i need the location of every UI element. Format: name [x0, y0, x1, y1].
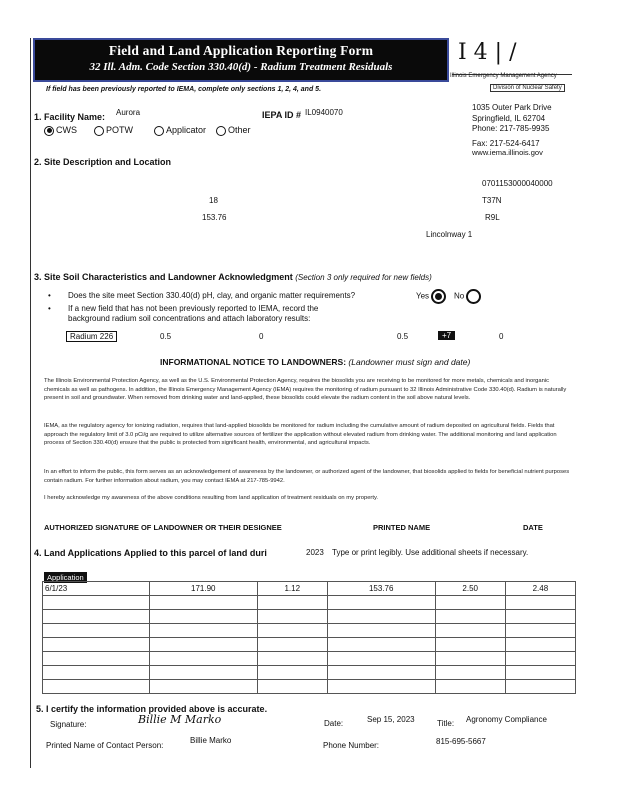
table-cell[interactable]: 2.50	[435, 582, 505, 596]
iepa-id-value[interactable]: IL0940070	[305, 108, 343, 117]
printed-name-label: PRINTED NAME	[373, 523, 431, 532]
table-cell[interactable]	[327, 652, 435, 666]
table-cell[interactable]	[149, 624, 257, 638]
table-cell[interactable]	[327, 638, 435, 652]
table-cell[interactable]	[327, 596, 435, 610]
date-field-label: Date:	[324, 719, 344, 728]
radium-label	[66, 332, 117, 341]
notice-title-text: INFORMATIONAL NOTICE TO LANDOWNERS:	[160, 357, 347, 367]
notice-title-note: (Landowner must sign and date)	[348, 357, 471, 367]
question1: • Does the site meet Section 330.40(d) pH, clay, and organic matter requirements?	[68, 291, 355, 300]
yes-option[interactable]	[416, 289, 448, 304]
other-radio[interactable]	[216, 126, 226, 136]
table-cell[interactable]	[505, 610, 575, 624]
cws-label: CWS	[56, 125, 77, 135]
notice-paragraph-1: The Illinois Environmental Protection Agency, as well as the U.S. Environmental Protection Agency, requires the biosolids you are receiving to be monitored for more metals, chemicals and inorganic chemicals as well as pathogens. In addition, the Illinois Emergency Management Agency (IEMA) requires the monitoring of radium pursuant to 32 Illinois Administrative Code 330.40(d). Radium is naturally present in soil and groundwater. When removed from drinking water and land-applied, these biosolids could elevate the radium content in the soil above natural levels.	[44, 378, 567, 401]
notice-title	[160, 357, 470, 367]
table-cell[interactable]	[43, 610, 150, 624]
radium-value-4[interactable]	[438, 331, 455, 340]
agency-fax: Fax: 217-524-6417	[472, 139, 540, 148]
table-row	[43, 680, 576, 694]
table-cell[interactable]: 153.76	[327, 582, 435, 596]
table-cell[interactable]	[149, 666, 257, 680]
section4-heading: 4. Land Applications Applied to this parcel of land duri	[34, 548, 267, 558]
section4-note: Type or print legibly. Use additional sheets if necessary.	[332, 548, 529, 557]
instruction-text: If field has been previously reported to IEMA, complete only sections 1, 2, 4, and 5.	[46, 86, 322, 93]
table-cell[interactable]	[257, 638, 327, 652]
table-cell[interactable]	[505, 596, 575, 610]
radium-value-2[interactable]: 0	[259, 332, 264, 341]
table-cell[interactable]: 171.90	[149, 582, 257, 596]
option-other[interactable]	[216, 125, 251, 136]
facility-name-value[interactable]: Aurora	[116, 108, 141, 117]
form-title: Field and Land Application Reporting Form	[108, 43, 374, 58]
question2a: • If a new field that has not been previously reported to IEMA, record the	[68, 304, 318, 313]
title-field-value[interactable]: Agronomy Compliance	[466, 715, 547, 724]
table-cell[interactable]: 1.12	[257, 582, 327, 596]
applicator-radio[interactable]	[154, 126, 164, 136]
table-cell[interactable]	[257, 596, 327, 610]
table-cell[interactable]	[257, 624, 327, 638]
table-cell[interactable]	[505, 624, 575, 638]
other-label: Other	[228, 125, 251, 135]
table-cell[interactable]	[257, 666, 327, 680]
signature-value[interactable]: Billie M Marko	[138, 713, 222, 726]
range-value[interactable]: R9L	[485, 213, 500, 222]
iepa-label: IEPA ID #	[262, 110, 302, 120]
section5-heading: 5. I certify the information provided above is accurate.	[36, 704, 268, 714]
title-field-label: Title:	[437, 719, 455, 728]
logo-text: Illinois Emergency Management Agency	[450, 73, 557, 79]
potw-label: POTW	[106, 125, 133, 135]
table-cell[interactable]	[257, 680, 327, 694]
yes-radio[interactable]	[431, 289, 446, 304]
road-value[interactable]: Lincolnway 1	[426, 230, 473, 239]
radium-value-4-text: +7	[438, 331, 455, 340]
table-cell[interactable]	[43, 638, 150, 652]
agency-address1: 1035 Outer Park Drive	[472, 103, 552, 112]
parcel-id-value[interactable]: 0701153000040000	[482, 179, 553, 188]
table-cell[interactable]	[43, 596, 150, 610]
table-cell[interactable]	[149, 638, 257, 652]
table-cell[interactable]	[327, 680, 435, 694]
table-row	[43, 596, 576, 610]
applications-table	[42, 581, 576, 694]
table-cell[interactable]	[505, 638, 575, 652]
notice-paragraph-2: IEMA, as the regulatory agency for ionizing radiation, requires that land-applied biosolids be monitored for radium including the cumulative amount of radium deposited on agricultural fields. Fields that approach the regulatory limit of 3.0 pCi/g are required to utilize alternative sources of fertilizer the application without elevated radium from drinking water. The additional monitoring and land application process of Section 330.40(d) ensure that the public is protected from significant health, environmental, and agricultural impacts.	[44, 423, 557, 446]
form-banner	[33, 38, 449, 82]
table-cell[interactable]	[327, 666, 435, 680]
potw-radio[interactable]	[94, 126, 104, 136]
table-cell[interactable]	[435, 652, 505, 666]
table-cell[interactable]	[43, 624, 150, 638]
phone-label: Phone Number:	[323, 741, 380, 750]
applicator-label: Applicator	[166, 125, 207, 135]
option-cws[interactable]	[44, 125, 77, 136]
table-row	[43, 624, 576, 638]
table-cell[interactable]	[435, 666, 505, 680]
table-cell[interactable]	[43, 680, 150, 694]
table-cell[interactable]	[435, 624, 505, 638]
table-cell[interactable]: 6/1/23	[43, 582, 150, 596]
township-value[interactable]: T37N	[482, 196, 502, 205]
division-text: Division of Nuclear Safety	[490, 84, 565, 92]
table-cell[interactable]	[327, 610, 435, 624]
agency-address2: Springfield, IL 62704	[472, 114, 546, 123]
table-cell[interactable]	[149, 680, 257, 694]
date-field-value[interactable]: Sep 15, 2023	[367, 715, 415, 724]
notice-paragraph-4: I hereby acknowledge my awareness of the above conditions resulting from land application of treatment residuals on my property.	[44, 495, 379, 501]
no-option[interactable]	[454, 289, 483, 304]
acres-value[interactable]: 153.76	[202, 213, 227, 222]
date-label: DATE	[523, 523, 543, 532]
section2-heading: 2. Site Description and Location	[34, 157, 172, 167]
table-cell[interactable]	[149, 610, 257, 624]
section4-year[interactable]: 2023	[306, 548, 324, 557]
printed-contact-label: Printed Name of Contact Person:	[46, 741, 164, 750]
signature-label: Signature:	[50, 720, 87, 729]
table-cell[interactable]	[435, 596, 505, 610]
section3-heading-text: 3. Site Soil Characteristics and Landowner Acknowledgment	[34, 272, 293, 282]
table-cell[interactable]	[43, 652, 150, 666]
table-row	[43, 610, 576, 624]
printed-contact-value[interactable]: Billie Marko	[190, 736, 232, 745]
agency-phone: Phone: 217-785-9935	[472, 124, 550, 133]
form-subtitle: 32 Ill. Adm. Code Section 330.40(d) - Radium Treatment Residuals	[89, 61, 393, 73]
table-cell[interactable]	[435, 610, 505, 624]
table-cell[interactable]	[257, 652, 327, 666]
table-cell[interactable]	[505, 680, 575, 694]
table-cell[interactable]	[257, 610, 327, 624]
table-cell[interactable]: 2.48	[505, 582, 575, 596]
radium-value-1[interactable]: 0.5	[160, 332, 172, 341]
table-cell[interactable]	[505, 666, 575, 680]
logo-glyphs: I 4 | /	[458, 40, 517, 65]
landowner-signature-label: AUTHORIZED SIGNATURE OF LANDOWNER OR THEIR DESIGNEE	[44, 523, 282, 532]
no-radio[interactable]	[466, 289, 481, 304]
cws-radio[interactable]	[44, 126, 54, 136]
table-row	[43, 582, 576, 596]
table-cell[interactable]	[435, 638, 505, 652]
section1-heading: 1. Facility Name:	[34, 112, 106, 122]
question2b: background radium soil concentrations and attach laboratory results:	[68, 314, 311, 323]
no-label: No	[454, 291, 465, 301]
table-cell[interactable]	[327, 624, 435, 638]
radium-value-3[interactable]: 0.5	[397, 332, 409, 341]
table-row	[43, 638, 576, 652]
notice-paragraph-3: In an effort to inform the public, this form serves as an acknowledgement of awareness by the landowner, or authorized agent of the landowner, that biosolids applied to fields for beneficial nutrient purposes contain radium. For further information about radium, you may contact IEMA at 217-785-9942.	[44, 469, 570, 484]
table-cell[interactable]	[435, 680, 505, 694]
option-applicator[interactable]	[154, 125, 206, 136]
iema-logo	[452, 38, 572, 72]
option-potw[interactable]	[94, 125, 133, 136]
phone-value[interactable]: 815-695-5667	[436, 737, 486, 746]
section3-heading	[34, 272, 432, 282]
agency-web[interactable]: www.iema.illinois.gov	[472, 148, 543, 157]
table-cell[interactable]	[149, 596, 257, 610]
table-cell[interactable]	[505, 652, 575, 666]
application-column-header: Application	[44, 572, 87, 583]
table-cell[interactable]	[149, 652, 257, 666]
table-row	[43, 666, 576, 680]
table-row	[43, 652, 576, 666]
table-cell[interactable]	[43, 666, 150, 680]
radium-value-5[interactable]: 0	[499, 332, 504, 341]
radium-label-text: Radium 226	[66, 331, 117, 342]
section3-heading-note: (Section 3 only required for new fields)	[295, 273, 432, 282]
yes-label: Yes	[416, 291, 430, 301]
section-value[interactable]: 18	[209, 196, 218, 205]
